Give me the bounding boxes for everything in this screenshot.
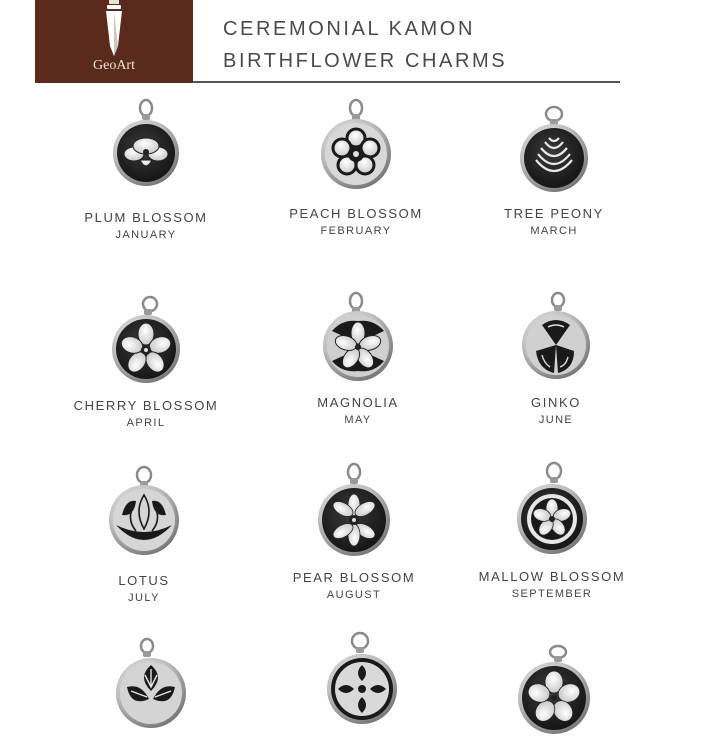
charm-item [54,465,234,604]
pendulum-icon [99,0,129,58]
charm-month: JANUARY [115,229,177,241]
charm-name: MALLOW BLOSSOM [478,569,626,584]
cherry-blossom-icon [106,294,186,386]
charm-month: SEPTEMBER [511,588,593,600]
charm-name: PLUM BLOSSOM [84,210,208,225]
charm-item [56,294,236,429]
pear-blossom-icon [314,462,394,558]
lotus-icon [104,465,184,557]
mallow-blossom-icon [512,461,592,557]
charm-name: GINKO [531,395,581,410]
charm-name: MAGNOLIA [317,395,399,410]
charm-month: MAY [344,414,372,426]
charm-item [272,631,452,727]
peach-blossom-icon [316,98,396,190]
charm-item [266,98,446,237]
charm-item [464,644,644,740]
charm-month: APRIL [126,417,166,429]
quince-icon [322,631,402,727]
charm-item [462,461,642,600]
page-title-line-1: CEREMONIAL KAMON [223,18,476,40]
magnolia-icon [318,291,398,383]
charm-month: FEBRUARY [320,225,392,237]
charm-name: LOTUS [118,573,170,588]
plum-blossom-icon [106,98,186,190]
flower-icon [514,644,594,740]
charm-item [268,291,448,426]
charm-month: MARCH [530,225,578,237]
charm-item [61,637,241,733]
charm-name: TREE PEONY [504,206,604,221]
charm-month: JULY [128,592,160,604]
charm-name: PEACH BLOSSOM [289,206,423,221]
charm-item [466,291,646,426]
charm-item [264,462,444,601]
page-title-line-2: BIRTHFLOWER CHARMS [223,50,508,72]
tree-peony-icon [514,102,594,194]
chrysanthemum-icon [111,637,191,733]
charm-name: CHERRY BLOSSOM [73,398,219,413]
header-divider [193,81,620,83]
brand-name: GeoArt [93,58,135,73]
brand-logo [35,0,193,83]
charm-item [464,102,644,237]
ginko-icon [516,291,596,383]
charm-month: AUGUST [326,589,382,601]
charm-month: JUNE [538,414,574,426]
charm-name: PEAR BLOSSOM [292,570,416,585]
charm-item [56,98,236,241]
